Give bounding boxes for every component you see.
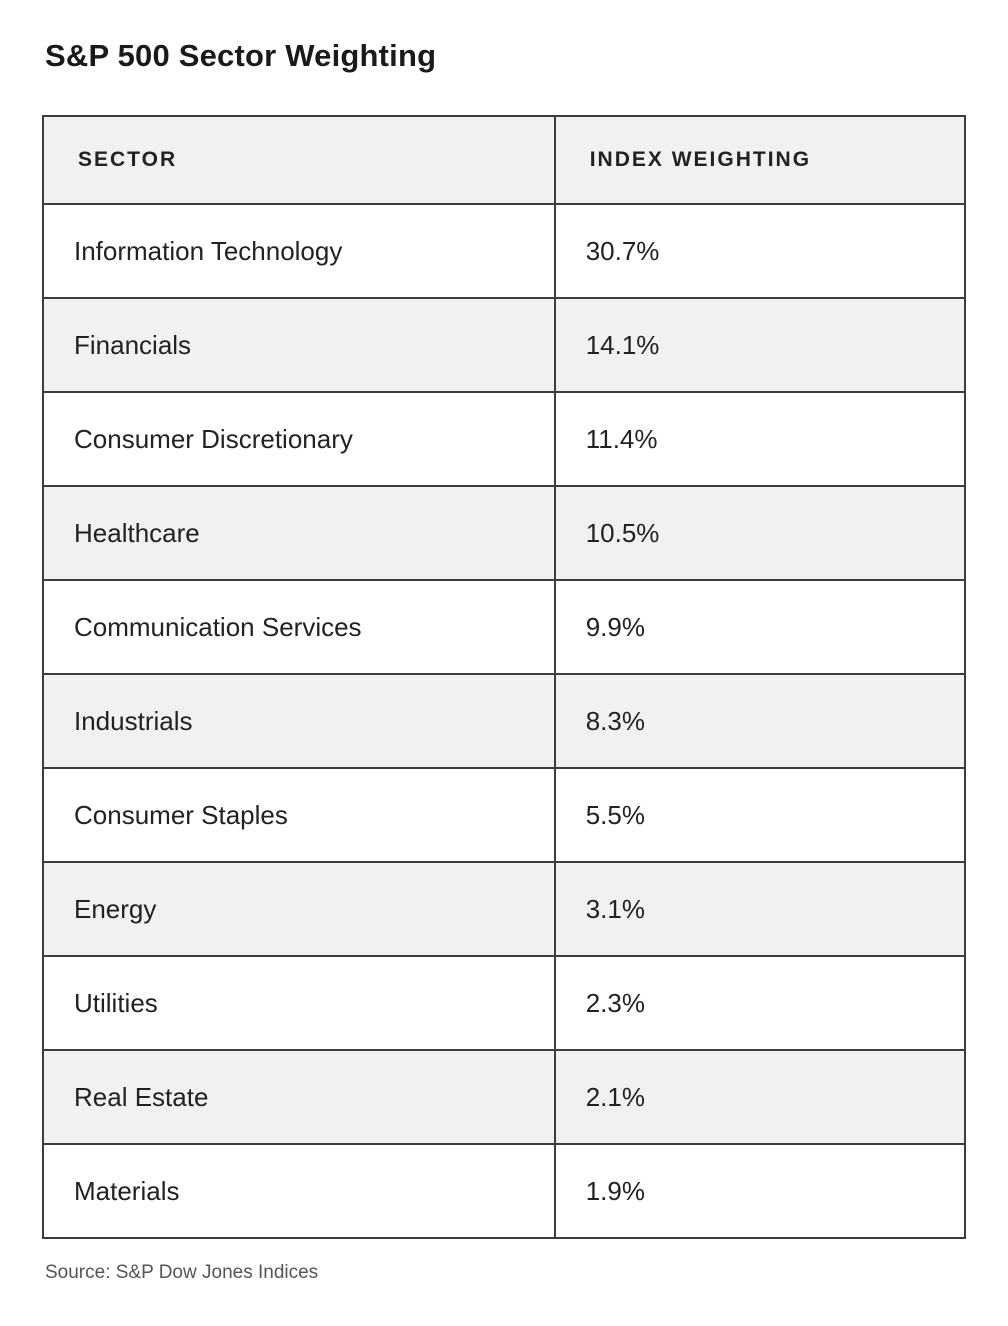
sector-cell: Communication Services [43, 580, 555, 674]
weighting-cell: 3.1% [555, 862, 965, 956]
header-sector: SECTOR [43, 116, 555, 204]
sector-cell: Industrials [43, 674, 555, 768]
weighting-cell: 14.1% [555, 298, 965, 392]
sector-cell: Healthcare [43, 486, 555, 580]
table-row [43, 392, 965, 486]
sector-cell: Financials [43, 298, 555, 392]
weighting-cell: 30.7% [555, 204, 965, 298]
weighting-cell: 9.9% [555, 580, 965, 674]
table-header [43, 116, 965, 204]
source-attribution: Source: S&P Dow Jones Indices [45, 1262, 319, 1283]
table-row [43, 298, 965, 392]
header-row [43, 116, 965, 204]
weighting-cell: 11.4% [555, 392, 965, 486]
sector-cell: Utilities [43, 956, 555, 1050]
sector-cell: Consumer Staples [43, 768, 555, 862]
table-row [43, 1050, 965, 1144]
table-row [43, 580, 965, 674]
sector-cell: Energy [43, 862, 555, 956]
weighting-cell: 10.5% [555, 486, 965, 580]
weighting-cell: 2.3% [555, 956, 965, 1050]
table-row [43, 1144, 965, 1238]
table-row [43, 956, 965, 1050]
weighting-cell: 1.9% [555, 1144, 965, 1238]
weighting-cell: 2.1% [555, 1050, 965, 1144]
weighting-cell: 8.3% [555, 674, 965, 768]
table-body [43, 204, 965, 1238]
sector-cell: Information Technology [43, 204, 555, 298]
page-title: S&P 500 Sector Weighting [45, 38, 437, 73]
table-row [43, 862, 965, 956]
weighting-cell: 5.5% [555, 768, 965, 862]
sector-cell: Real Estate [43, 1050, 555, 1144]
sector-weighting-table [42, 115, 966, 1239]
sector-cell: Consumer Discretionary [43, 392, 555, 486]
sector-cell: Materials [43, 1144, 555, 1238]
table-row [43, 674, 965, 768]
header-index-weighting: INDEX WEIGHTING [555, 116, 965, 204]
table-row [43, 204, 965, 298]
table-row [43, 486, 965, 580]
table-row [43, 768, 965, 862]
